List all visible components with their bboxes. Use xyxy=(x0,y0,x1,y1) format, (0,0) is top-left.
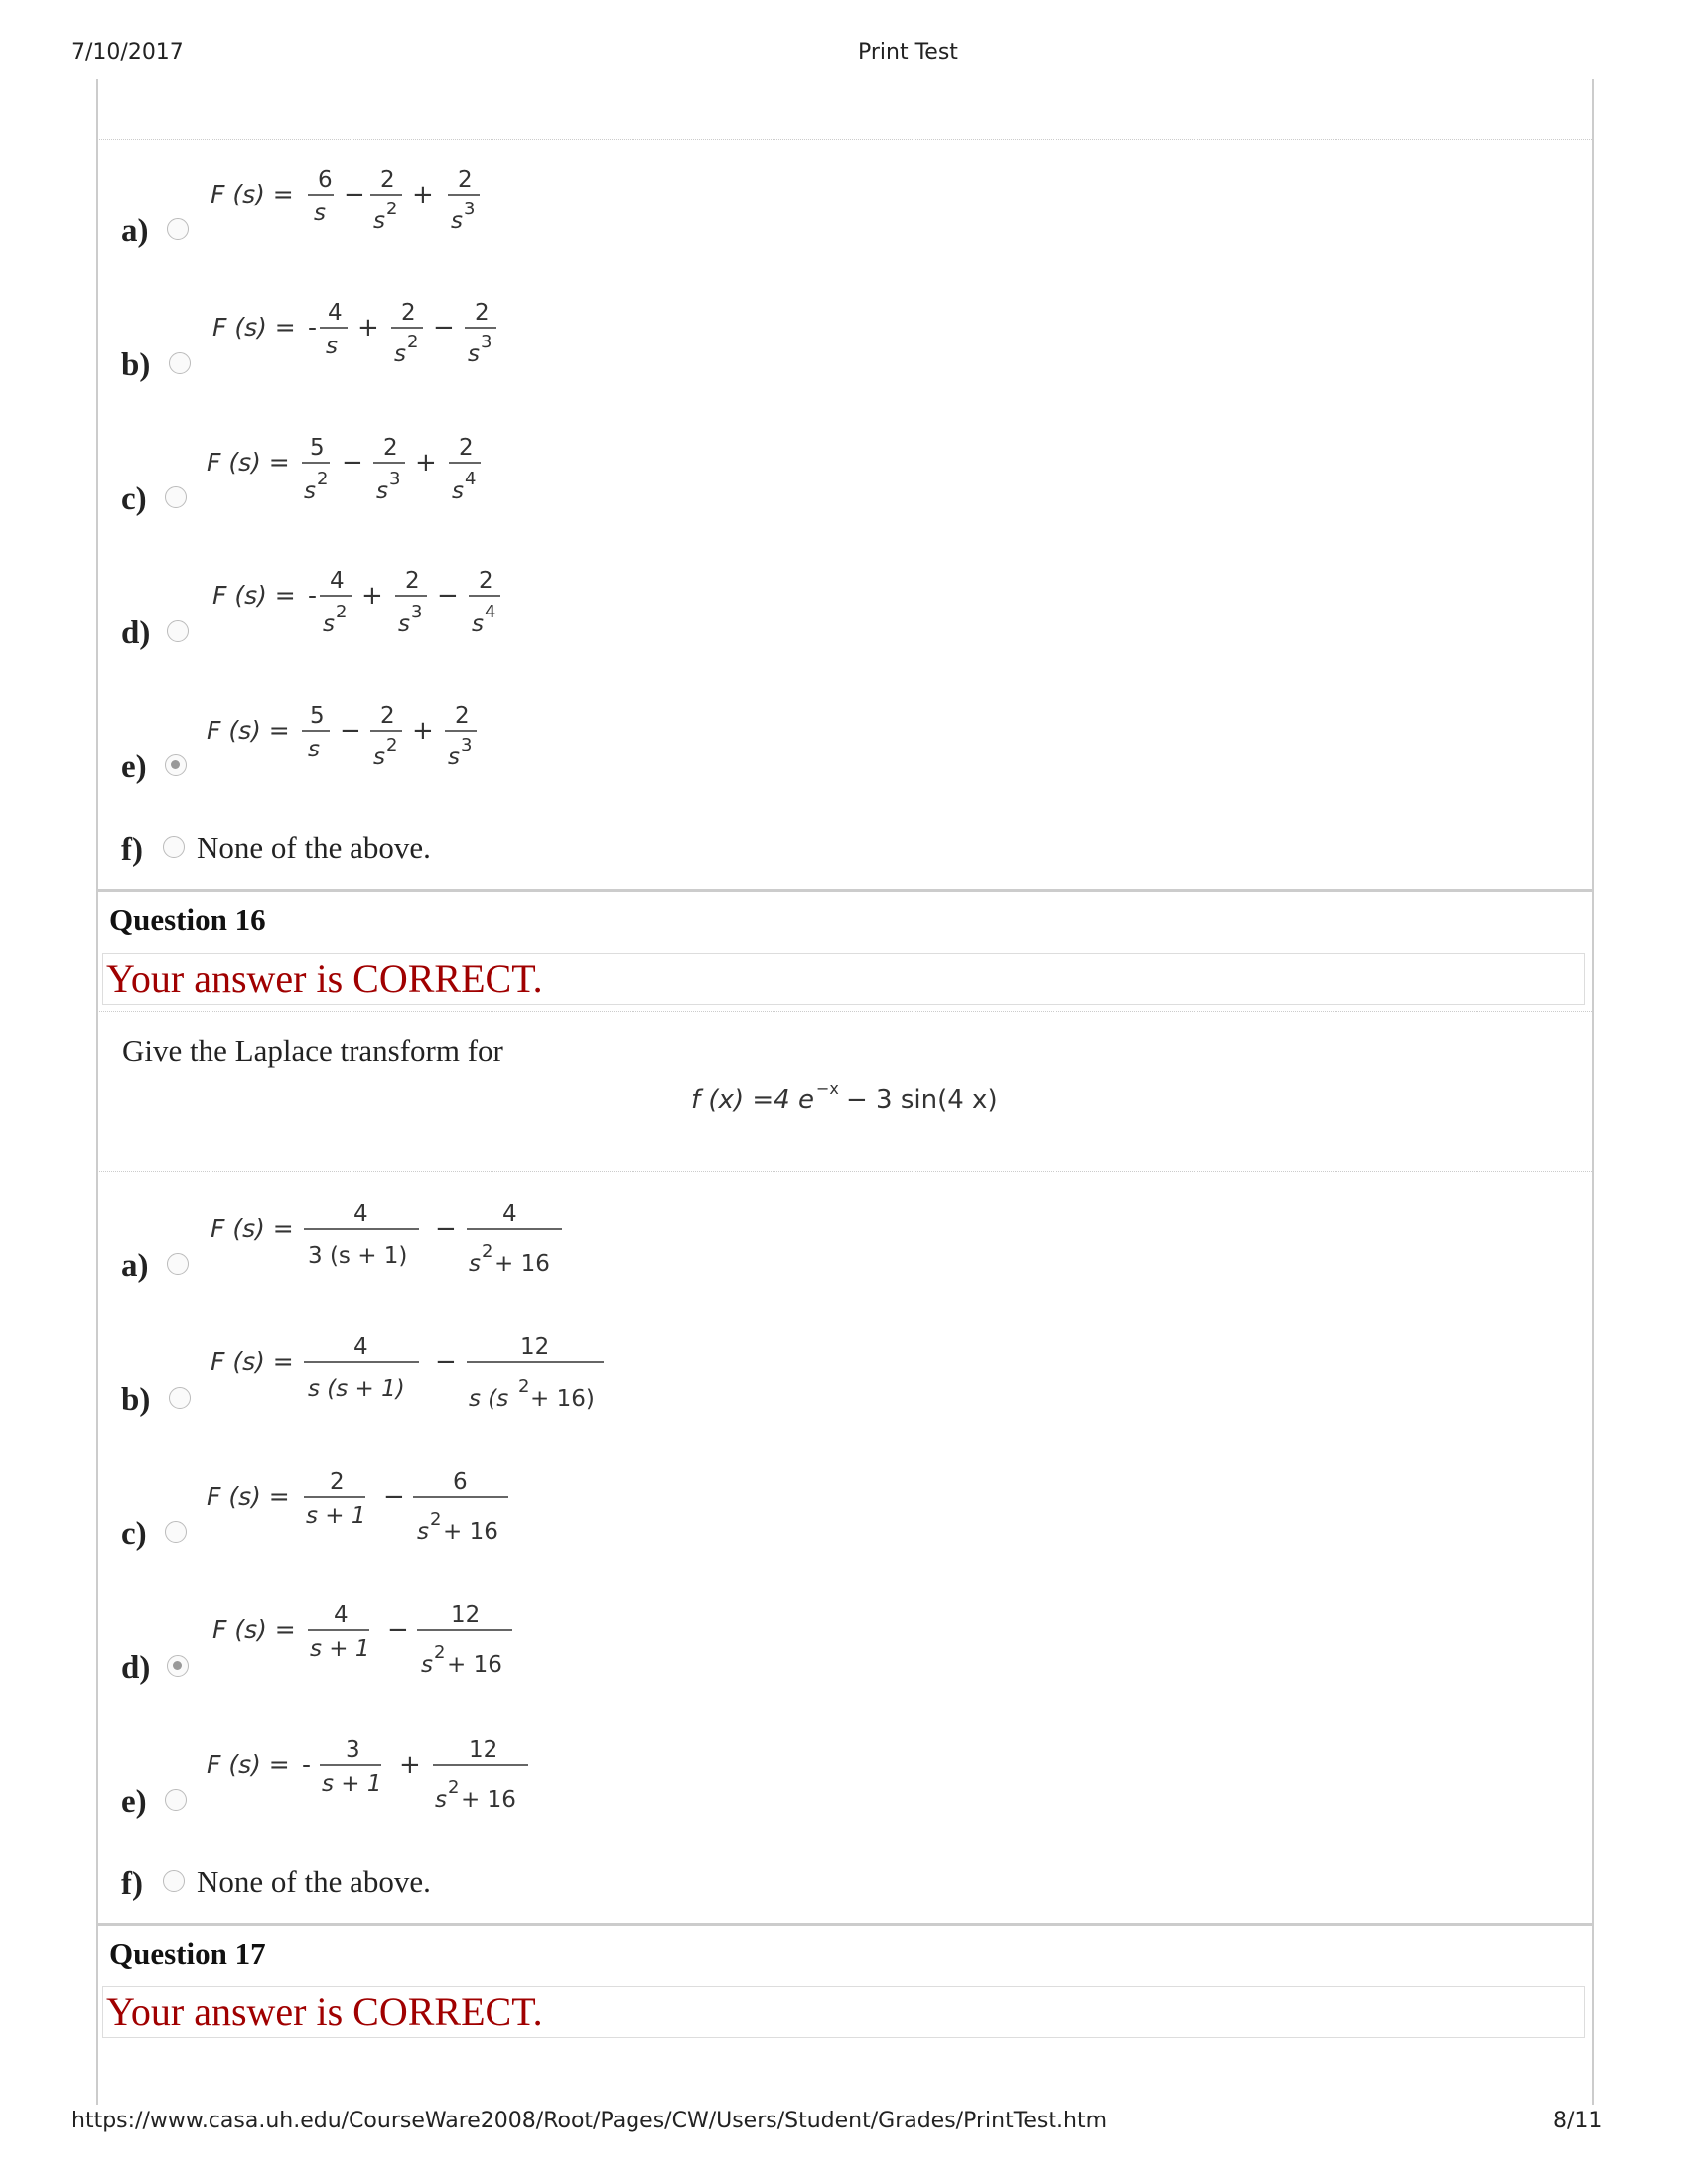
svg-text:2: 2 xyxy=(407,332,419,352)
q16-option-e-equation xyxy=(207,1727,564,1822)
svg-text:s + 1: s + 1 xyxy=(310,1636,370,1662)
svg-text:2: 2 xyxy=(380,167,395,193)
svg-text:2: 2 xyxy=(459,435,474,461)
svg-text:+: + xyxy=(361,581,383,611)
svg-text:2: 2 xyxy=(482,1241,493,1262)
separator xyxy=(96,139,1592,140)
q15-option-c-radio[interactable] xyxy=(165,486,187,508)
svg-text:-: - xyxy=(302,1750,312,1779)
svg-text:s: s xyxy=(452,478,464,504)
separator xyxy=(96,1171,1592,1172)
q15-option-e-label: e) xyxy=(121,750,147,785)
svg-text:+: + xyxy=(415,448,437,478)
svg-text:2: 2 xyxy=(434,1642,446,1663)
svg-text:2: 2 xyxy=(386,199,398,219)
q15-option-b-label: b) xyxy=(121,347,151,383)
eq-lhs: F (s) = xyxy=(211,180,294,208)
q15-option-d-equation xyxy=(207,558,524,652)
svg-text:s (s + 1): s (s + 1) xyxy=(308,1376,405,1402)
svg-text:s: s xyxy=(304,478,316,504)
svg-text:s: s xyxy=(376,478,388,504)
svg-text:s: s xyxy=(373,745,385,770)
svg-text:12: 12 xyxy=(520,1334,550,1360)
q16-option-c-equation xyxy=(207,1459,544,1554)
svg-text:2: 2 xyxy=(475,300,490,326)
q16-option-b-equation xyxy=(207,1324,624,1429)
svg-text:− 3 sin(4 x): − 3 sin(4 x) xyxy=(846,1085,998,1115)
svg-text:F (s) =: F (s) = xyxy=(212,313,296,341)
svg-text:−x: −x xyxy=(816,1079,839,1098)
q16-option-b-radio[interactable] xyxy=(169,1387,191,1409)
svg-text:4: 4 xyxy=(330,568,345,594)
svg-text:2: 2 xyxy=(401,300,416,326)
svg-text:12: 12 xyxy=(469,1737,498,1763)
q16-option-e-label: e) xyxy=(121,1784,147,1820)
svg-text:+ 16: + 16 xyxy=(443,1519,498,1545)
question-separator xyxy=(96,889,1592,892)
svg-text:F (s) =: F (s) = xyxy=(212,1615,296,1644)
eq-num: 6 xyxy=(318,167,333,193)
q16-option-c-label: c) xyxy=(121,1516,147,1552)
svg-text:−: − xyxy=(344,180,365,209)
svg-text:F (s) =: F (s) = xyxy=(207,716,290,745)
print-title: Print Test xyxy=(858,40,958,65)
svg-text:s: s xyxy=(451,208,463,234)
svg-text:+: + xyxy=(357,313,379,342)
svg-text:s (s: s (s xyxy=(469,1386,509,1412)
q15-option-a-equation xyxy=(207,157,504,251)
svg-text:4: 4 xyxy=(328,300,343,326)
svg-text:3: 3 xyxy=(464,199,476,219)
svg-text:4: 4 xyxy=(465,469,477,489)
svg-text:2: 2 xyxy=(458,167,473,193)
q15-option-d-radio[interactable] xyxy=(167,620,189,642)
svg-text:12: 12 xyxy=(451,1602,481,1628)
svg-text:2: 2 xyxy=(330,1469,345,1495)
svg-text:-: - xyxy=(308,313,318,341)
svg-text:+: + xyxy=(399,1750,421,1780)
svg-text:s: s xyxy=(417,1519,429,1545)
svg-text:4: 4 xyxy=(502,1201,517,1227)
q15-option-f-radio[interactable] xyxy=(163,836,185,858)
svg-text:s: s xyxy=(314,201,326,226)
svg-text:s + 1: s + 1 xyxy=(322,1771,382,1797)
q16-option-d-equation xyxy=(207,1592,544,1687)
q16-option-f-radio[interactable] xyxy=(163,1870,185,1892)
svg-text:F (s) =: F (s) = xyxy=(211,1347,294,1376)
q16-option-a-radio[interactable] xyxy=(167,1253,189,1275)
svg-text:s: s xyxy=(435,1787,447,1813)
question-17-title: Question 17 xyxy=(109,1936,266,1971)
svg-text:3: 3 xyxy=(461,735,473,755)
svg-text:−: − xyxy=(342,448,363,478)
svg-text:3: 3 xyxy=(411,602,423,622)
svg-text:s: s xyxy=(398,612,410,637)
svg-text:F (s) =: F (s) = xyxy=(212,581,296,610)
svg-text:s: s xyxy=(469,1251,481,1277)
svg-text:2: 2 xyxy=(317,469,329,489)
svg-text:4: 4 xyxy=(353,1334,368,1360)
q15-option-b-radio[interactable] xyxy=(169,352,191,374)
svg-text:+: + xyxy=(412,180,434,209)
svg-text:s: s xyxy=(323,612,335,637)
svg-text:+ 16: + 16 xyxy=(447,1652,502,1678)
svg-text:+ 16: + 16 xyxy=(461,1787,516,1813)
svg-text:s: s xyxy=(448,745,460,770)
q16-option-f-label: f) xyxy=(121,1866,143,1902)
svg-text:+ 16: + 16 xyxy=(494,1251,550,1277)
svg-text:5: 5 xyxy=(310,703,325,729)
separator xyxy=(96,1011,1592,1012)
q15-option-e-radio-selected[interactable] xyxy=(165,754,187,776)
svg-text:F (s) =: F (s) = xyxy=(207,1482,290,1511)
svg-text:s: s xyxy=(394,341,406,367)
q15-option-b-equation xyxy=(207,290,524,384)
svg-text:2: 2 xyxy=(380,703,395,729)
print-date: 7/10/2017 xyxy=(71,40,184,65)
svg-text:−: − xyxy=(433,313,455,342)
q16-option-b-label: b) xyxy=(121,1382,151,1418)
question-16-title: Question 16 xyxy=(109,902,266,937)
q16-option-a-label: a) xyxy=(121,1248,149,1284)
q15-option-f-text: None of the above. xyxy=(197,830,431,865)
svg-text:3: 3 xyxy=(389,469,401,489)
q15-option-d-label: d) xyxy=(121,615,151,651)
svg-text:4: 4 xyxy=(334,1602,349,1628)
svg-text:-: - xyxy=(308,581,318,610)
svg-text:f (x) =4 e: f (x) =4 e xyxy=(691,1085,814,1115)
question-16-result: Your answer is CORRECT. xyxy=(102,953,1585,1005)
svg-text:−: − xyxy=(340,716,361,746)
q16-option-d-label: d) xyxy=(121,1650,151,1686)
svg-text:−: − xyxy=(435,1214,457,1244)
svg-text:s: s xyxy=(373,208,385,234)
q15-option-f-label: f) xyxy=(121,832,143,868)
svg-text:5: 5 xyxy=(310,435,325,461)
svg-text:2: 2 xyxy=(336,602,348,622)
svg-text:2: 2 xyxy=(430,1509,442,1530)
svg-text:s: s xyxy=(472,612,484,637)
question-17-result: Your answer is CORRECT. xyxy=(102,1986,1585,2038)
svg-text:4: 4 xyxy=(353,1201,368,1227)
svg-text:F (s) =: F (s) = xyxy=(207,1750,290,1779)
svg-text:s: s xyxy=(308,737,320,762)
svg-text:2: 2 xyxy=(455,703,470,729)
question-16-function xyxy=(689,1072,1007,1127)
svg-text:6: 6 xyxy=(453,1469,468,1495)
q15-option-c-equation xyxy=(207,425,504,519)
svg-text:3: 3 xyxy=(481,332,492,352)
svg-text:s + 1: s + 1 xyxy=(306,1503,366,1529)
q16-option-e-radio[interactable] xyxy=(165,1789,187,1811)
svg-text:2: 2 xyxy=(383,435,398,461)
svg-text:2: 2 xyxy=(479,568,493,594)
q15-option-a-label: a) xyxy=(121,213,149,249)
svg-text:4: 4 xyxy=(485,602,496,622)
question-separator xyxy=(96,1923,1592,1926)
svg-text:s: s xyxy=(468,341,480,367)
svg-text:−: − xyxy=(437,581,459,611)
svg-text:s: s xyxy=(326,334,338,359)
svg-text:3 (s + 1): 3 (s + 1) xyxy=(308,1243,408,1269)
svg-text:−: − xyxy=(435,1347,457,1377)
svg-text:+: + xyxy=(412,716,434,746)
q16-option-a-equation xyxy=(207,1191,584,1286)
svg-text:−: − xyxy=(383,1482,405,1512)
question-16-prompt: Give the Laplace transform for xyxy=(122,1033,503,1068)
page-number: 8/11 xyxy=(1553,2109,1603,2133)
svg-text:+ 16): + 16) xyxy=(530,1386,595,1412)
q16-option-d-radio-selected[interactable] xyxy=(167,1655,189,1677)
q16-option-f-text: None of the above. xyxy=(197,1864,431,1899)
q16-option-c-radio[interactable] xyxy=(165,1521,187,1543)
page-url: https://www.casa.uh.edu/CourseWare2008/Root/Pages/CW/Users/Student/Grades/PrintTest.htm xyxy=(71,2109,1108,2133)
svg-text:2: 2 xyxy=(518,1376,530,1397)
svg-text:F (s) =: F (s) = xyxy=(207,448,290,477)
svg-text:2: 2 xyxy=(386,735,398,755)
q15-option-e-equation xyxy=(207,693,504,787)
svg-text:−: − xyxy=(387,1615,409,1645)
svg-text:2: 2 xyxy=(405,568,420,594)
svg-text:3: 3 xyxy=(346,1737,360,1763)
svg-text:s: s xyxy=(421,1652,433,1678)
q15-option-c-label: c) xyxy=(121,481,147,517)
q15-option-a-radio[interactable] xyxy=(167,218,189,240)
svg-text:F (s) =: F (s) = xyxy=(211,1214,294,1243)
svg-text:2: 2 xyxy=(448,1777,460,1798)
